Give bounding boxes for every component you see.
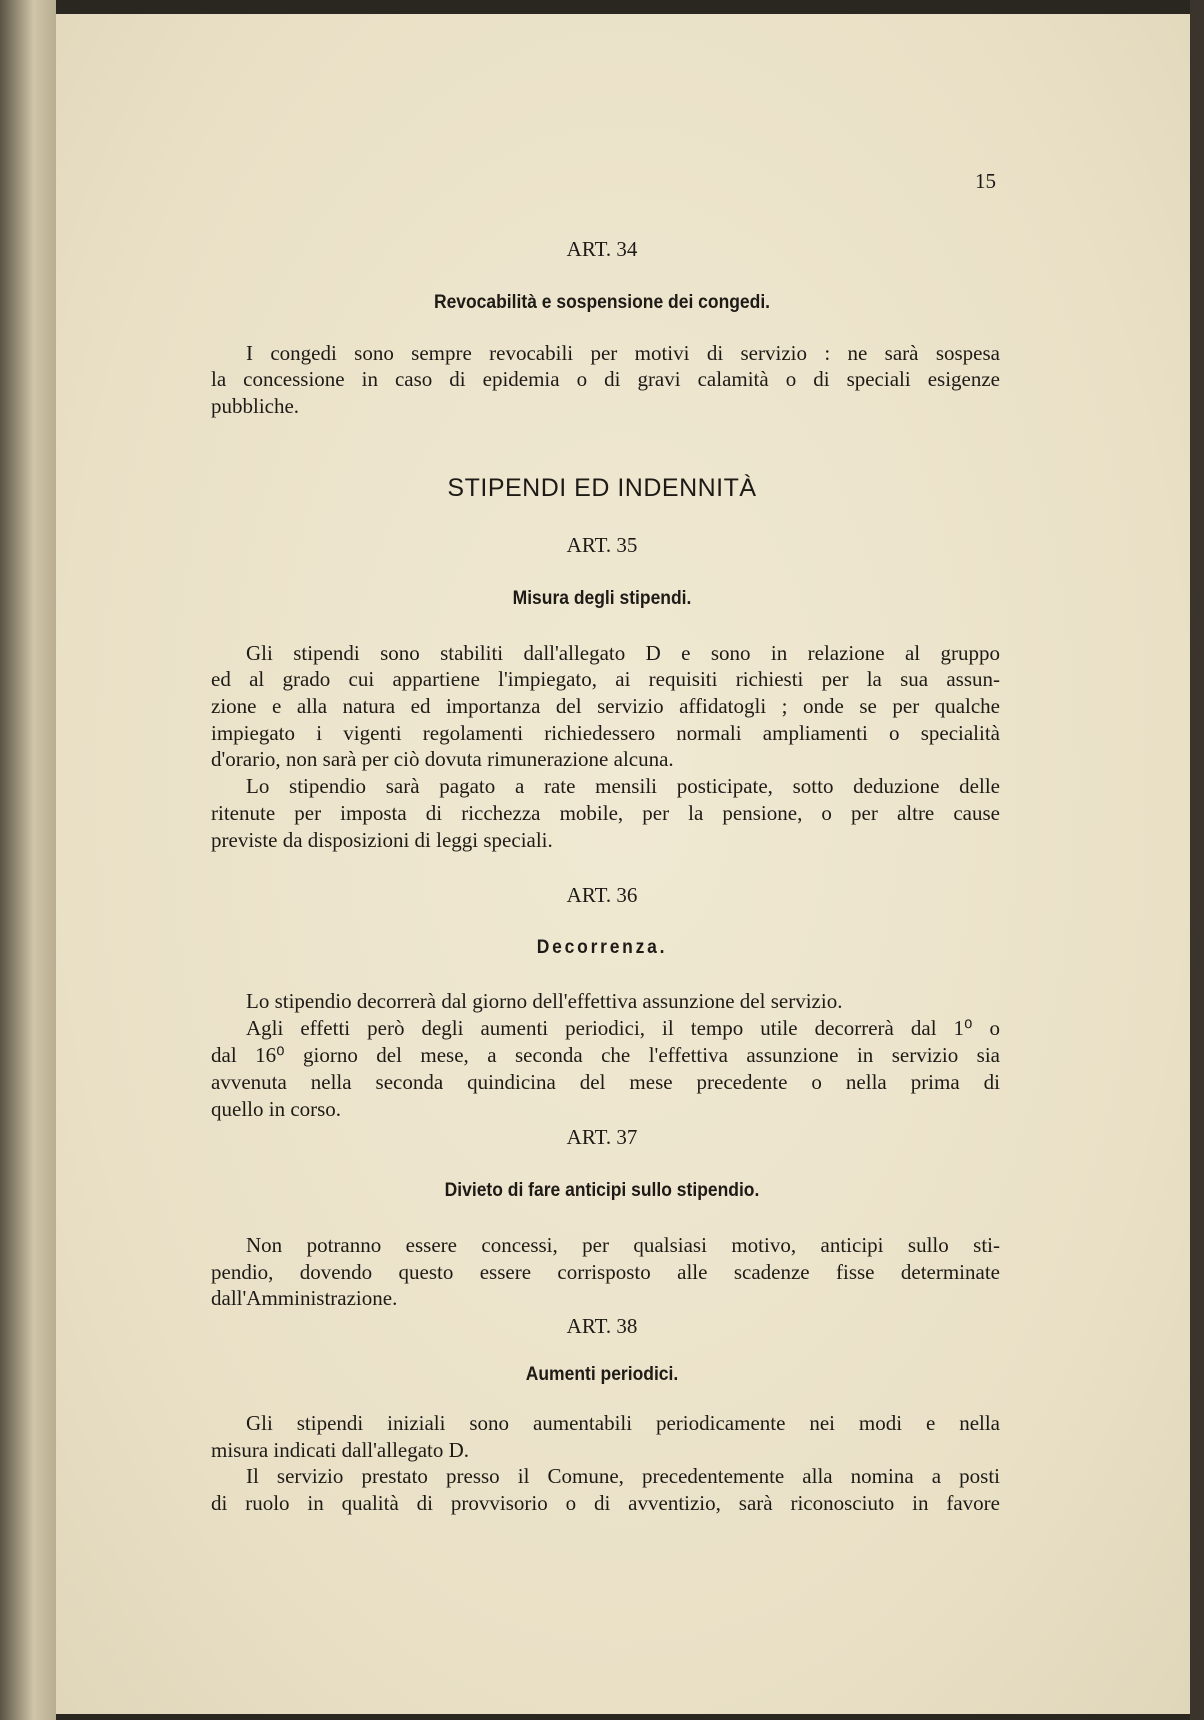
- text-line: quello in corso.: [211, 1097, 342, 1121]
- article-36-label: ART. 36: [566, 883, 638, 907]
- text-line: ed al grado cui appartiene l'impiegato, ai requisiti richiesti per la sua assun-: [211, 667, 1000, 691]
- text-line: d'orario, non sarà per ciò dovuta rimunerazione alcuna.: [211, 747, 674, 771]
- text-line: Lo stipendio decorrerà dal giorno dell'effettiva assunzione del servizio.: [246, 989, 843, 1013]
- article-36-title: Decorrenza.: [536, 937, 668, 958]
- text-line: ritenute per imposta di ricchezza mobile, per la pensione, o per altre cause: [211, 801, 1000, 825]
- text-line: avvenuta nella seconda quindicina del mese precedente o nella prima di: [211, 1070, 1000, 1094]
- article-35-title: Misura degli stipendi.: [512, 588, 692, 609]
- page-number: 15: [975, 169, 996, 193]
- text-line: Gli stipendi sono stabiliti dall'allegato D e sono in relazione al gruppo: [246, 641, 1000, 665]
- article-37-title: Divieto di fare anticipi sullo stipendio.: [444, 1180, 760, 1201]
- text-line: dall'Amministrazione.: [211, 1286, 398, 1310]
- text-line: la concessione in caso di epidemia o di gravi calamità o di speciali esigenze: [211, 367, 1000, 391]
- text-line: previste da disposizioni di leggi speciali.: [211, 828, 553, 852]
- text-line: zione e alla natura ed importanza del servizio affidatogli ; onde se per qualche: [211, 694, 1000, 718]
- article-38-label: ART. 38: [566, 1314, 638, 1338]
- article-38-title: Aumenti periodici.: [525, 1364, 679, 1385]
- text-line: Il servizio prestato presso il Comune, precedentemente alla nomina a posti: [246, 1464, 1000, 1488]
- section-heading: STIPENDI ED INDENNITÀ: [447, 474, 757, 502]
- article-37-label: ART. 37: [566, 1125, 638, 1149]
- text-line: di ruolo in qualità di provvisorio o di avventizio, sarà riconosciuto in favore: [211, 1491, 1000, 1515]
- article-34-title: Revocabilità e sospensione dei congedi.: [433, 292, 771, 313]
- text-line: pendio, dovendo questo essere corrisposto alle scadenze fisse determinate: [211, 1260, 1000, 1284]
- text-line: impiegato i vigenti regolamenti richiedessero normali ampliamenti o specialità: [211, 721, 1000, 745]
- text-line: Agli effetti però degli aumenti periodici, il tempo utile decorrerà dal 1⁰ o: [246, 1016, 1000, 1040]
- text-line: Non potranno essere concessi, per qualsiasi motivo, anticipi sullo sti-: [246, 1233, 1000, 1257]
- article-35-label: ART. 35: [566, 533, 638, 557]
- text-line: I congedi sono sempre revocabili per motivi di servizio : ne sarà sospesa: [246, 341, 1000, 365]
- text-line: Lo stipendio sarà pagato a rate mensili posticipate, sotto deduzione delle: [246, 774, 1000, 798]
- article-34-label: ART. 34: [566, 237, 638, 261]
- text-line: dal 16⁰ giorno del mese, a seconda che l'effettiva assunzione in servizio sia: [211, 1043, 1000, 1067]
- text-line: Gli stipendi iniziali sono aumentabili periodicamente nei modi e nella: [246, 1411, 1000, 1435]
- text-line: misura indicati dall'allegato D.: [211, 1438, 470, 1462]
- text-line: pubbliche.: [211, 394, 300, 418]
